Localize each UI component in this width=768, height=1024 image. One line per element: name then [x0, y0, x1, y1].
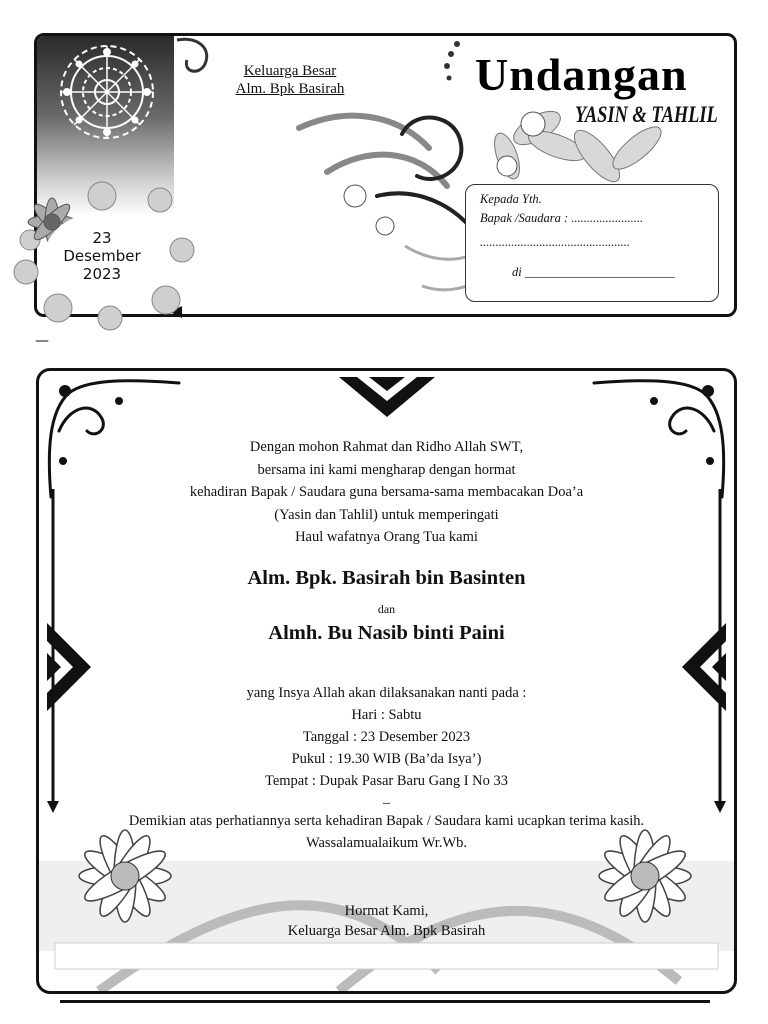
details-place: Tempat : Dupak Pasar Baru Gang I No 33 — [264, 773, 508, 789]
details-date: Tanggal : 23 Desember 2023 — [302, 729, 471, 745]
intro-paragraph — [39, 436, 734, 549]
sign-family: Keluarga Besar Alm. Bpk Basirah — [287, 923, 486, 939]
date-month: Desember — [63, 247, 141, 265]
details-time: Pukul : 19.30 WIB (Ba’da Isya’) — [291, 751, 482, 767]
intro-line: kehadiran Bapak / Saudara guna bersama-sama membacakan Doa’a — [189, 484, 584, 500]
conjunction: dan — [377, 602, 396, 616]
invitation-card — [36, 368, 737, 994]
closing-paragraph — [39, 811, 734, 854]
details-dash: – — [382, 795, 391, 811]
address-line3: ................................................ — [480, 235, 630, 249]
envelope-sender — [205, 62, 375, 98]
separator-dash: — — [35, 333, 49, 349]
address-line4: di ________________________ — [512, 265, 675, 279]
deceased-name-1: Alm. Bpk. Basirah bin Basinten — [247, 567, 526, 589]
envelope-title: Undangan — [475, 49, 688, 100]
page-bottom-rule — [60, 1000, 710, 1003]
details-intro: yang Insya Allah akan dilaksanakan nanti pada : — [246, 685, 527, 701]
deceased-name-2: Almh. Bu Nasib binti Paini — [268, 622, 505, 644]
address-line2: Bapak /Saudara : ....................... — [480, 211, 644, 225]
sender-line1: Keluarga Besar — [243, 63, 337, 79]
signature-block — [39, 901, 734, 941]
intro-line: Dengan mohon Rahmat dan Ridho Allah SWT, — [249, 439, 524, 455]
date-badge — [44, 212, 160, 304]
address-box — [465, 184, 719, 302]
closing-thanks: Demikian atas perhatiannya serta kehadiran Bapak / Saudara kami ucapkan terima kasih. — [128, 813, 645, 829]
sign-greeting: Hormat Kami, — [344, 903, 429, 919]
event-details — [39, 682, 734, 814]
closing-salam: Wassalamualaikum Wr.Wb. — [305, 834, 468, 851]
intro-line: (Yasin dan Tahlil) untuk memperingati — [274, 506, 499, 523]
intro-line: Haul wafatnya Orang Tua kami — [295, 529, 478, 545]
date-year: 2023 — [82, 265, 122, 283]
address-line1: Kepada Yth. — [480, 192, 542, 206]
details-day: Hari : Sabtu — [351, 707, 422, 723]
intro-line: bersama ini kami mengharap dengan hormat — [257, 461, 516, 478]
date-day: 23 — [92, 229, 112, 247]
sender-line2: Alm. Bpk Basirah — [235, 81, 345, 97]
envelope-subtitle: YASIN & TAHLIL — [575, 102, 718, 127]
